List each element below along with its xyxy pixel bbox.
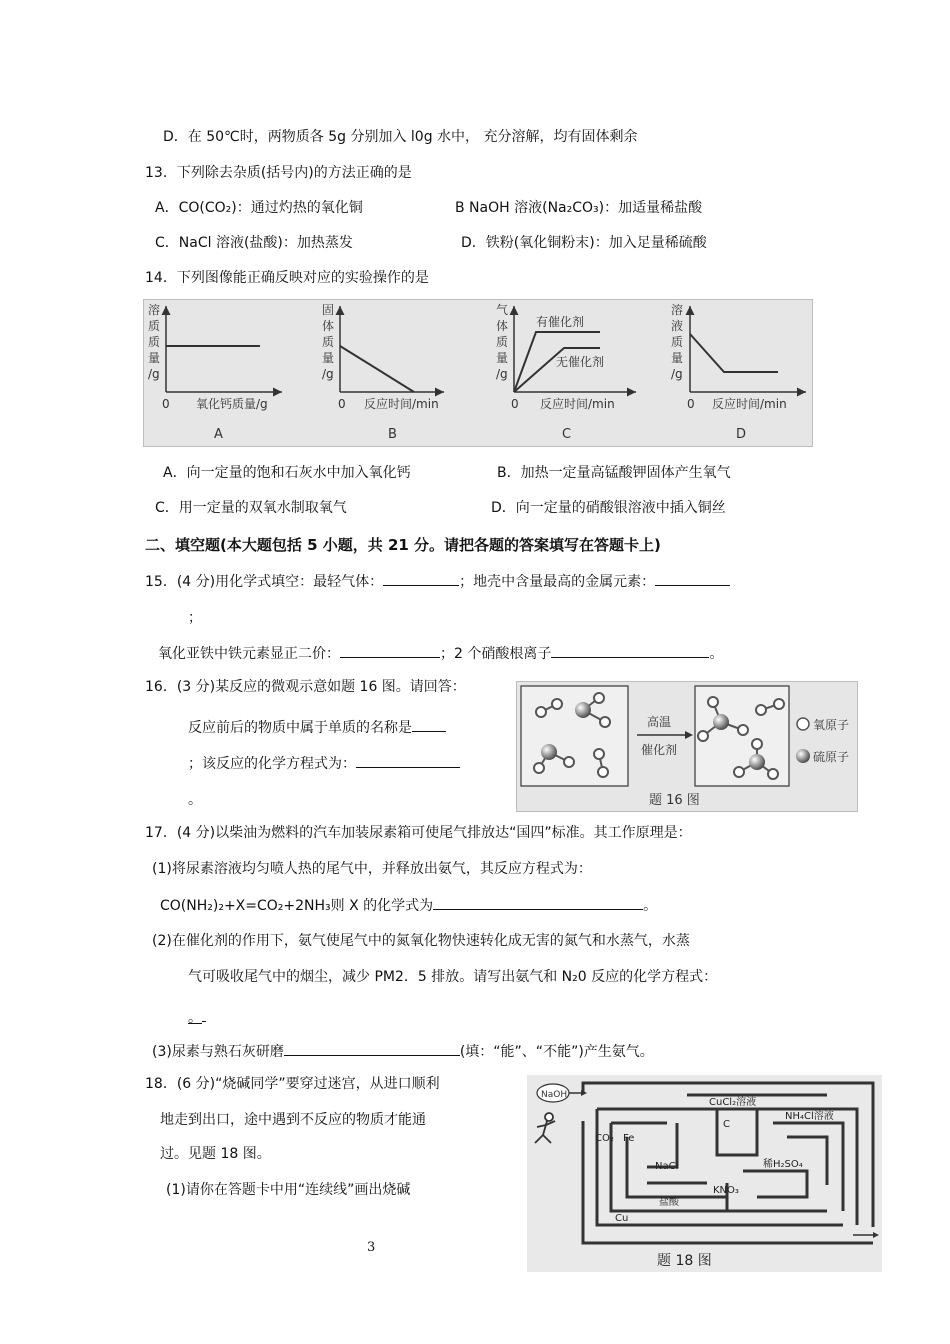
graph-b-ylabel-1: 固 — [322, 303, 335, 317]
graph-d-ylabel-4: 量 — [671, 351, 684, 365]
graph-d-letter: D — [736, 427, 747, 442]
sulfur-atom-icon — [796, 749, 810, 763]
section-2-title: 二、填空题(本大题包括 5 小题，共 21 分。请把各题的答案填写在答题卡上) — [145, 536, 661, 554]
q17-line5: 气可吸收尾气中的烟尘，减少 PM2．5 排放。请写出氨气和 N₂0 反应的化学方程式： — [188, 969, 718, 985]
graph-c-curve-label-catalyst: 有催化剂 — [536, 315, 585, 329]
maze-hcl: 盐酸 — [659, 1197, 679, 1208]
graph-c-ylabel-1: 气 — [496, 303, 509, 317]
graph-a-ylabel-4: 量 — [148, 351, 161, 365]
maze-h2so4: 稀H₂SO₄ — [763, 1159, 803, 1170]
graph-a-ylabel-2: 质 — [148, 319, 161, 333]
q15-blank-3[interactable] — [340, 642, 440, 658]
q17-blank-1[interactable] — [433, 894, 643, 910]
graph-d-ylabel-5: /g — [671, 367, 683, 381]
q14-graphs-figure — [143, 299, 813, 447]
q17-text-4: (3)尿素与熟石灰研磨 — [152, 1044, 284, 1060]
graph-a-ylabel-3: 质 — [148, 335, 161, 349]
graph-c-ylabel-3: 质 — [496, 335, 509, 349]
q16-text-2: ；该反应的化学方程式为： — [188, 756, 356, 772]
graph-a-origin: 0 — [162, 397, 170, 411]
q16-legend-sulfur: 硫原子 — [813, 750, 850, 764]
q17-line7 — [152, 1040, 654, 1062]
q17-line1: 17．(4 分)以柴油为燃料的汽车加装尿素箱可使尾气排放达“国四”标准。其工作原理是： — [145, 825, 692, 841]
maze-fe: Fe — [623, 1133, 635, 1144]
graph-d — [671, 302, 806, 442]
q14-option-a: A．向一定量的饱和石灰水中加入氧化钙 — [163, 465, 411, 481]
q13-option-b: B NaOH 溶液(Na₂CO₃)：加适量稀盐酸 — [455, 200, 703, 216]
graph-d-origin: 0 — [687, 397, 695, 411]
graph-c-ylabel-2: 体 — [496, 319, 509, 333]
graph-a-xlabel: 氧化钙质量/g — [196, 397, 268, 411]
q16-line3 — [188, 752, 460, 774]
graph-c-ylabel-5: /g — [496, 367, 508, 381]
q16-line2 — [188, 716, 446, 738]
maze-nh4cl: NH₄Cl溶液 — [785, 1111, 834, 1122]
maze-co2: CO₂ — [595, 1133, 614, 1144]
graph-b-xlabel: 反应时间/min — [364, 397, 439, 411]
q16-arrow-top-label: 高温 — [647, 715, 672, 729]
q18-maze-figure — [527, 1075, 882, 1272]
q18-line4: (1)请你在答题卡中用“连续线”画出烧碱 — [166, 1182, 411, 1198]
graph-c-curve-label-no-catalyst: 无催化剂 — [556, 355, 605, 369]
graph-c-letter: C — [562, 427, 572, 442]
graph-b-letter: B — [388, 427, 397, 442]
q17-blank-2[interactable] — [202, 1006, 206, 1022]
maze-c: C — [723, 1119, 730, 1130]
maze-naoh: NaOH — [541, 1090, 568, 1100]
q17-text-5: (填：“能”、“不能”)产生氨气。 — [459, 1044, 654, 1060]
q12-option-d: D．在 50℃时，两物质各 5g 分别加入 l0g 水中， 充分溶解，均有固体剩余 — [163, 129, 638, 145]
q15-line1 — [145, 570, 730, 592]
q15-blank-2[interactable] — [655, 570, 730, 586]
maze-cu: Cu — [615, 1213, 629, 1224]
graph-b-ylabel-3: 质 — [322, 335, 335, 349]
q13-option-a: A．CO(CO₂)：通过灼热的氧化铜 — [155, 200, 363, 216]
q15-text-5: 。 — [709, 646, 724, 662]
q18-caption: 题 18 图 — [657, 1253, 712, 1269]
q16-figure — [516, 681, 858, 812]
graph-c-ylabel-4: 量 — [496, 351, 509, 365]
graph-d-ylabel-3: 质 — [671, 335, 684, 349]
maze-cucl2: CuCl₂溶液 — [709, 1097, 757, 1108]
graph-c-origin: 0 — [511, 397, 519, 411]
q15-blank-4[interactable] — [551, 642, 709, 658]
graph-d-xlabel: 反应时间/min — [712, 397, 787, 411]
q15-line3 — [158, 642, 723, 664]
q17-line4: (2)在催化剂的作用下，氨气使尾气中的氮氧化物快速转化成无害的氮气和水蒸气，水蒸 — [152, 933, 690, 949]
q16-line1: 16．(3 分)某反应的微观示意如题 16 图。请回答： — [145, 679, 466, 695]
graph-d-ylabel-1: 溶 — [671, 303, 684, 317]
q17-text-1: CO(NH₂)₂+X=CO₂+2NH₃则 X 的化学式为 — [160, 898, 434, 914]
graph-a-letter: A — [214, 427, 223, 442]
q14-option-d: D．向一定量的硝酸银溶液中插入铜丝 — [491, 500, 726, 516]
graph-d-ylabel-2: 液 — [671, 319, 684, 333]
running-person-icon — [535, 1113, 555, 1143]
maze-nacl: NaCl — [655, 1161, 679, 1172]
q14-stem: 14．下列图像能正确反映对应的实验操作的是 — [145, 270, 429, 286]
q16-caption: 题 16 图 — [649, 793, 700, 808]
q17-blank-3[interactable] — [284, 1040, 460, 1056]
q14-option-c: C．用一定量的双氧水制取氧气 — [155, 500, 347, 516]
maze-kno3: KNO₃ — [713, 1185, 739, 1196]
graph-a-ylabel-1: 溶 — [148, 303, 161, 317]
graph-c — [496, 302, 636, 442]
q16-legend-oxygen: 氧原子 — [813, 718, 850, 732]
q17-line2: (1)将尿素溶液均匀喷人热的尾气中，并释放出氨气，其反应方程式为： — [152, 861, 592, 877]
q14-option-b: B．加热一定量高锰酸钾固体产生氧气 — [497, 465, 731, 481]
page-number: 3 — [367, 1240, 376, 1255]
q18-line1: 18．(6 分)“烧碱同学”要穿过迷宫，从进口顺利 — [145, 1076, 440, 1092]
q16-line4: 。 — [188, 792, 202, 808]
q16-arrow-bottom-label: 催化剂 — [641, 743, 678, 757]
q17-text-3: 。 — [188, 1010, 202, 1026]
graph-b-ylabel-2: 体 — [322, 319, 335, 333]
q16-blank-1[interactable] — [412, 716, 446, 732]
graph-b-origin: 0 — [338, 397, 346, 411]
q17-line3 — [160, 894, 657, 916]
graph-b — [322, 303, 444, 442]
graph-b-ylabel-4: 量 — [322, 351, 335, 365]
graph-a — [148, 302, 282, 442]
q13-option-d: D．铁粉(氧化铜粉末)：加入足量稀硫酸 — [461, 235, 707, 251]
q15-text-4: ；2 个硝酸根离子 — [440, 646, 552, 662]
q15-blank-1[interactable] — [383, 570, 459, 586]
q15-line2: ； — [188, 610, 202, 626]
q16-text-1: 反应前后的物质中属于单质的名称是 — [188, 720, 412, 736]
q15-text-3: 氧化亚铁中铁元素显正二价： — [158, 646, 340, 662]
q18-line2: 地走到出口，途中遇到不反应的物质才能通 — [160, 1112, 426, 1128]
graph-c-xlabel: 反应时间/min — [540, 397, 615, 411]
q16-blank-2[interactable] — [356, 752, 460, 768]
q17-text-2: 。 — [643, 898, 658, 914]
q15-text-2: ；地壳中含量最高的金属元素： — [459, 574, 656, 590]
q18-line3: 过。见题 18 图。 — [160, 1146, 271, 1162]
oxygen-atom-icon — [797, 718, 809, 730]
q13-stem: 13．下列除去杂质(括号内)的方法正确的是 — [145, 165, 412, 181]
graph-b-ylabel-5: /g — [322, 367, 334, 381]
graph-a-ylabel-5: /g — [148, 367, 160, 381]
q15-text-1: 15．(4 分)用化学式填空：最轻气体： — [145, 574, 384, 590]
q17-line6 — [188, 1006, 206, 1028]
q13-option-c: C．NaCl 溶液(盐酸)：加热蒸发 — [155, 235, 353, 251]
